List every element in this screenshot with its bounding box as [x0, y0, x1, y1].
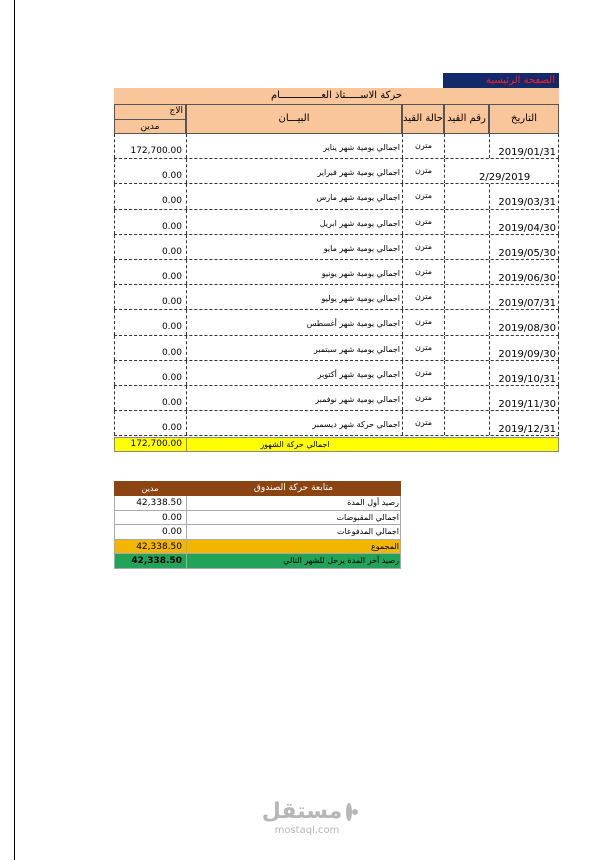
- cell-status[interactable]: مترن: [402, 159, 444, 183]
- cell-entry-number[interactable]: [444, 210, 489, 234]
- cell-entry-number[interactable]: [444, 285, 489, 309]
- cell-description[interactable]: اجمالي يومية شهر ابريل: [186, 210, 402, 234]
- cell-description[interactable]: اجمالي يومية شهر أغسطس: [186, 310, 402, 334]
- cell-date[interactable]: 2019/07/31: [489, 285, 559, 309]
- fund-row-label: رصيد أول المدة: [347, 498, 399, 507]
- cell-date[interactable]: 2019/04/30: [489, 210, 559, 234]
- header-status: حالة القيد: [402, 104, 444, 134]
- cell-status[interactable]: مترن: [402, 336, 444, 360]
- cell-debit[interactable]: 172,700.00: [114, 134, 186, 158]
- fund-row-value[interactable]: 42,338.50: [115, 496, 187, 510]
- watermark-icon: [346, 803, 352, 821]
- cell-status[interactable]: مترن: [402, 184, 444, 208]
- cell-entry-number[interactable]: [444, 134, 489, 158]
- cell-date[interactable]: 2019/08/30: [489, 310, 559, 334]
- total-debit: 172,700.00: [115, 438, 187, 451]
- cell-debit[interactable]: 0.00: [114, 285, 186, 309]
- cell-description[interactable]: اجمالي يومية شهر سبتمبر: [186, 336, 402, 360]
- cell-status[interactable]: مترن: [402, 310, 444, 334]
- cell-description[interactable]: اجمالي يومية شهر فبراير: [186, 159, 402, 183]
- cell-debit[interactable]: 0.00: [114, 386, 186, 410]
- cell-entry-number[interactable]: [444, 361, 489, 385]
- fund-row-label: اجمالي المقبوضات: [336, 512, 399, 522]
- table-row: [114, 184, 559, 209]
- cell-date[interactable]: 2019/05/30: [489, 235, 559, 259]
- fund-row: [114, 511, 401, 526]
- fund-rows: [114, 496, 401, 569]
- table-row: [114, 134, 559, 159]
- header-debit-label: مدين: [115, 119, 185, 134]
- cell-status[interactable]: مترن: [402, 260, 444, 284]
- cell-description[interactable]: اجمالي يومية شهر يناير: [186, 134, 402, 158]
- fund-row-value[interactable]: 0.00: [115, 511, 187, 525]
- watermark-site: mostaql.com: [274, 825, 340, 836]
- ledger-table: [114, 104, 559, 452]
- fund-row-value[interactable]: 0.00: [115, 525, 187, 539]
- fund-row-label: المجموع: [371, 541, 399, 551]
- sheet-title: حركة الاســـــتاذ العــــــــــــــام: [114, 88, 559, 104]
- cell-debit[interactable]: 0.00: [114, 310, 186, 334]
- total-label: اجمالي حركة الشهور: [260, 440, 330, 449]
- fund-row-label: رصيد آخر المدة يرحل للشهر التالي: [283, 556, 399, 565]
- cell-status[interactable]: مترن: [402, 361, 444, 385]
- table-row: [114, 235, 559, 260]
- fund-header-title: متابعة حركة الصندوق: [253, 483, 334, 493]
- cell-debit[interactable]: 0.00: [114, 336, 186, 360]
- cell-description[interactable]: اجمالي حركة شهر ديسمبر: [186, 411, 402, 435]
- cell-date[interactable]: 2019/03/31: [489, 184, 559, 208]
- fund-row-value[interactable]: 42,338.50: [115, 540, 187, 554]
- cell-status[interactable]: مترن: [402, 210, 444, 234]
- cell-status[interactable]: مترن: [402, 386, 444, 410]
- watermark-brand: مستقل: [261, 799, 343, 824]
- page-left-border: [14, 0, 15, 860]
- cell-debit[interactable]: 0.00: [114, 184, 186, 208]
- fund-table: [114, 481, 401, 569]
- cell-date[interactable]: 2019/11/30: [489, 386, 559, 410]
- header-entry-number: رقم القيد: [444, 104, 489, 134]
- fund-row: [114, 525, 401, 540]
- total-row: [114, 437, 559, 452]
- cell-description[interactable]: اجمالي يومية شهر مارس: [186, 184, 402, 208]
- cell-date[interactable]: 2019/06/30: [489, 260, 559, 284]
- cell-date[interactable]: 2019/09/30: [489, 336, 559, 360]
- watermark-logo: [262, 800, 352, 824]
- cell-debit[interactable]: 0.00: [114, 411, 186, 435]
- cell-status[interactable]: مترن: [402, 285, 444, 309]
- cell-description[interactable]: اجمالي يومية شهر مايو: [186, 235, 402, 259]
- ledger-rows: [114, 134, 559, 436]
- fund-row: [114, 540, 401, 555]
- fund-row-value[interactable]: 42,338.50: [115, 554, 187, 568]
- cell-entry-number[interactable]: [444, 184, 489, 208]
- table-row: [114, 260, 559, 285]
- cell-status[interactable]: مترن: [402, 134, 444, 158]
- cell-description[interactable]: اجمالي يومية شهر يوليو: [186, 285, 402, 309]
- header-debit-top: الاج: [169, 106, 183, 116]
- cell-description[interactable]: اجمالي يومية شهر يونيو: [186, 260, 402, 284]
- header-description: البيـــان: [186, 104, 402, 134]
- header-debit: [114, 104, 186, 134]
- cell-status[interactable]: مترن: [402, 235, 444, 259]
- table-row: [114, 361, 559, 386]
- table-row: [114, 159, 559, 184]
- cell-entry-number[interactable]: [444, 411, 489, 435]
- table-row: [114, 285, 559, 310]
- cell-entry-number[interactable]: [444, 336, 489, 360]
- cell-entry-number[interactable]: [444, 235, 489, 259]
- watermark: [262, 800, 352, 836]
- cell-description[interactable]: اجمالي يومية شهر أكتوبر: [186, 361, 402, 385]
- cell-date[interactable]: 2019/01/31: [489, 134, 559, 158]
- table-row: [114, 336, 559, 361]
- home-link[interactable]: الصفحة الرئيسية: [443, 73, 559, 90]
- header-date: التاريخ: [489, 104, 559, 134]
- cell-debit[interactable]: 0.00: [114, 210, 186, 234]
- cell-debit[interactable]: 0.00: [114, 235, 186, 259]
- table-row: [114, 411, 559, 436]
- table-row: [114, 386, 559, 411]
- cell-status[interactable]: مترن: [402, 411, 444, 435]
- cell-debit[interactable]: 0.00: [114, 260, 186, 284]
- table-row: [114, 210, 559, 235]
- cell-date[interactable]: 2019/12/31: [489, 411, 559, 435]
- cell-debit[interactable]: 0.00: [114, 159, 186, 183]
- table-row: [114, 310, 559, 335]
- cell-date[interactable]: 2/29/2019: [479, 159, 559, 183]
- fund-header: [114, 481, 401, 496]
- cell-date[interactable]: 2019/10/31: [489, 361, 559, 385]
- fund-row: [114, 554, 401, 569]
- fund-header-debit: مدين: [141, 484, 159, 493]
- cell-entry-number[interactable]: [444, 310, 489, 334]
- cell-debit[interactable]: 0.00: [114, 361, 186, 385]
- fund-row: [114, 496, 401, 511]
- cell-entry-number[interactable]: [444, 386, 489, 410]
- cell-description[interactable]: اجمالي يومية شهر نوفمبر: [186, 386, 402, 410]
- cell-entry-number[interactable]: [444, 260, 489, 284]
- fund-row-label: اجمالي المدفوعات: [336, 527, 399, 536]
